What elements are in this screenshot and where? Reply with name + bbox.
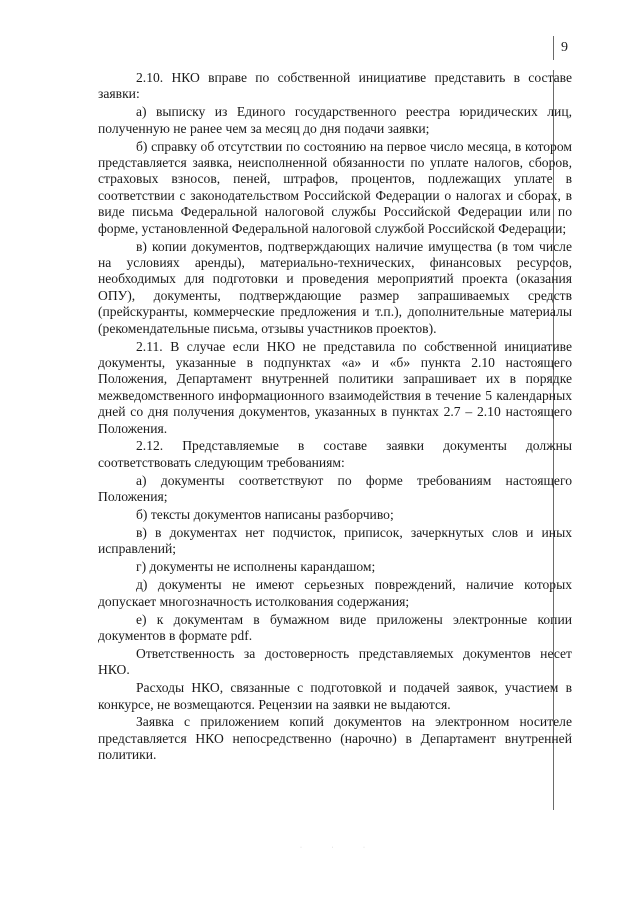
paragraph-2-12-e: е) к документам в бумажном виде приложены электронные копии документов в формате pdf.	[98, 611, 572, 643]
paragraph-2-12-a: а) документы соответствуют по форме требованиям настоящего Положения;	[98, 472, 572, 505]
paragraph-2-11: 2.11. В случае если НКО не представила по собственной инициативе документы, указанные в подпунктах «а» и «б» пункта 2.10 настоящего Положения, Департамент внутренней политики запрашивает их в порядке межведомственного информационного взаимодействия в течение 5 календарных дней со дня получения документов, указанных в пунктах 2.7 – 2.10 настоящего Положения.	[98, 338, 572, 436]
paragraph-2-12-g: г) документы не исполнены карандашом;	[136, 559, 376, 575]
paragraph-submission: Заявка с приложением копий документов на электронном носителе представляется НКО непосредственно (нарочно) в Департамент внутренней политики.	[98, 714, 572, 763]
scan-artifact-line-top	[553, 36, 554, 60]
paragraph-2-12-v: в) в документах нет подчисток, приписок, зачеркнутых слов и иных исправлений;	[98, 524, 572, 557]
paragraph-2-12-b: б) тексты документов написаны разборчиво;	[136, 507, 394, 523]
paragraph-responsibility: Ответственность за достоверность представляемых документов несет НКО.	[98, 645, 572, 678]
paragraph-2-10-b: б) справку об отсутствии по состоянию на первое число месяца, в котором представляется заявка, неисполненной обязанности по уплате налогов, сборов, страховых взносов, пеней, штрафов, процентов, подлежащих уплате в соответствии с законодательством Российской Федерации о налогах и сборах, в виде письма Федеральной налоговой службы Российской Федерации или по форме, установленной Федеральной налоговой службой Российской Федерации;	[98, 138, 572, 236]
paragraph-expenses: Расходы НКО, связанные с подготовкой и подачей заявок, участием в конкурсе, не возмещаются. Рецензии на заявки не выдаются.	[98, 680, 572, 712]
paragraph-2-10: 2.10. НКО вправе по собственной инициативе представить в составе заявки:	[98, 70, 572, 102]
paragraph-2-10-a: а) выписку из Единого государственного реестра юридических лиц, полученную не ранее чем за месяц до дня подачи заявки;	[98, 104, 572, 136]
scan-artifact-dots: · · ·	[300, 845, 379, 851]
paragraph-2-12-d: д) документы не имеют серьезных повреждений, наличие которых допускает многозначность истолкования содержания;	[98, 577, 572, 609]
document-body	[98, 70, 572, 765]
page-number: 9	[561, 40, 568, 55]
paragraph-2-10-v: в) копии документов, подтверждающих наличие имущества (в том числе на условиях аренды), материально-технических, финансовых ресурсов, необходимых для подготовки и проведения мероприятий проекта (оказания ОПУ), документы, подтверждающие размер запрашиваемых средств (прейскуранты, коммерческие предложения и т.п.), дополнительные материалы (рекомендательные письма, отзывы участников проектов).	[98, 238, 572, 336]
paragraph-2-12: 2.12. Представляемые в составе заявки документы должны соответствовать следующим требованиям:	[98, 438, 572, 470]
